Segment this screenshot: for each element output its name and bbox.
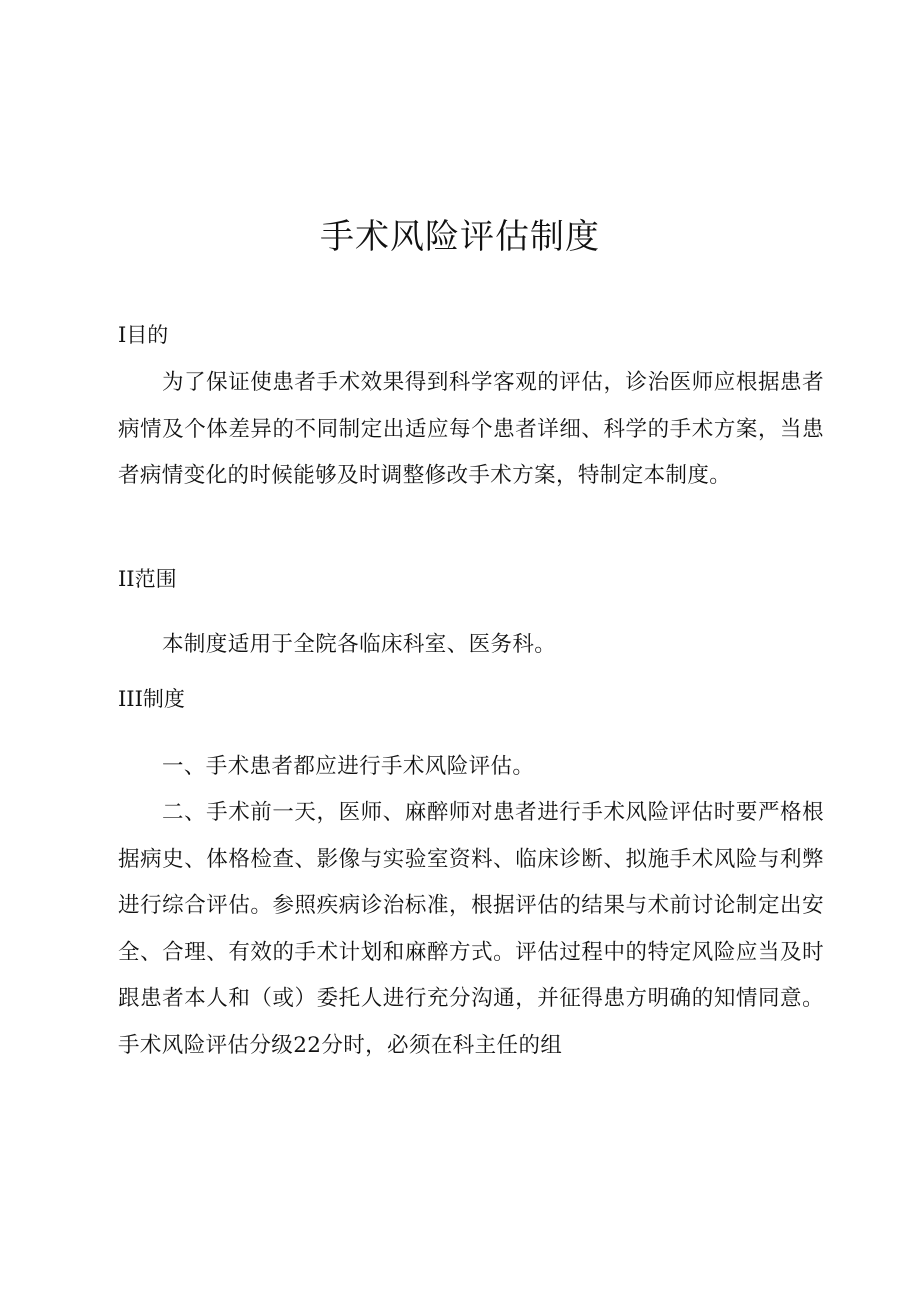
section-heading-scope: II范围 xyxy=(118,567,177,591)
paragraph-scope: 本制度适用于全院各临床科室、医务科。 xyxy=(162,632,557,657)
section-heading-purpose: I目的 xyxy=(118,323,169,347)
paragraph-policy-item-2: 二、手术前一天，医师、麻醉师对患者进行手术风险评估时要严格根据病史、体格检查、影像与实验室资料、临床诊断、拟施手术风险与利弊进行综合评估。参照疾病诊治标准，根据评估的结果与术前讨论制定出安全、合理、有效的手术计划和麻醉方式。评估过程中的特定风险应当及时跟患者本人和（或）委托人进行充分沟通，并征得患方明确的知情同意。手术风险评估分级22分时，必须在科主任的组 xyxy=(118,800,824,1058)
paragraph-policy-item-1: 一、手术患者都应进行手术风险评估。 xyxy=(162,754,535,779)
section-heading-policy: III制度 xyxy=(118,687,185,711)
document-title: 手术风险评估制度 xyxy=(320,217,600,257)
paragraph-purpose: 为了保证使患者手术效果得到科学客观的评估，诊治医师应根据患者病情及个体差异的不同制定出适应每个患者详细、科学的手术方案，当患者病情变化的时候能够及时调整修改手术方案，特制定本制度。 xyxy=(118,370,824,488)
